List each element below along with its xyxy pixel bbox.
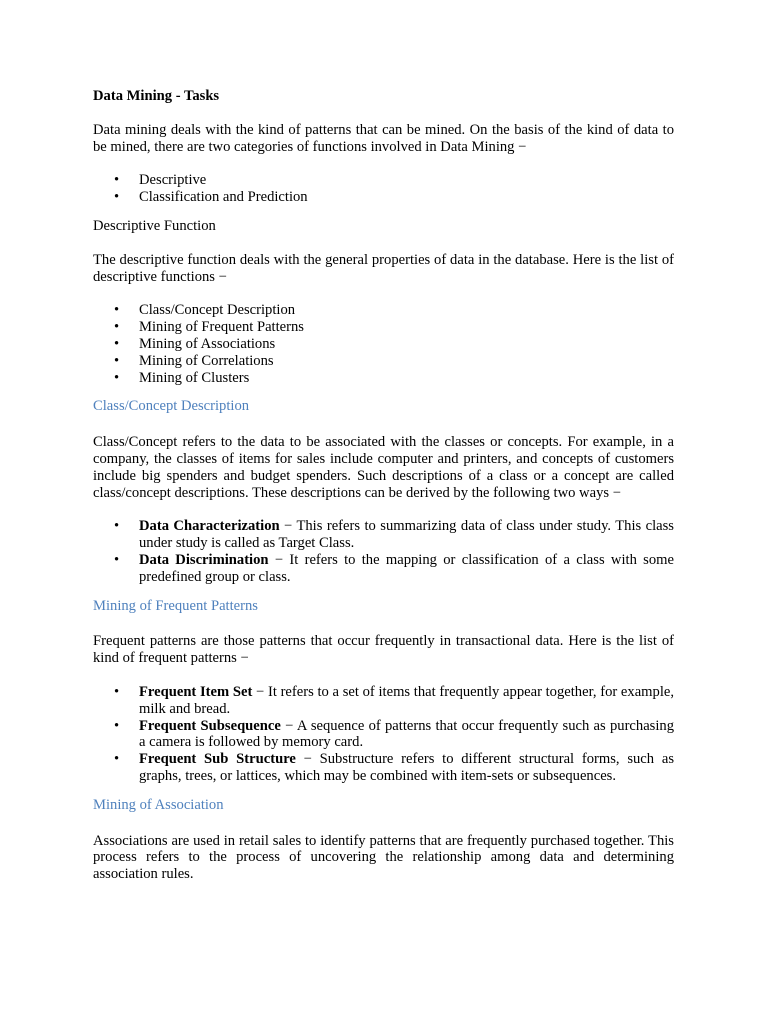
list-item: • Descriptive: [114, 172, 207, 189]
list-item: • Mining of Frequent Patterns: [114, 319, 304, 336]
descriptive-heading: Descriptive Function: [93, 217, 216, 234]
frequent-patterns-paragraph: Frequent patterns are those patterns that occur frequently in transactional data. Here is the list of kind of frequent patterns −: [93, 633, 674, 667]
list-item: • Classification and Prediction: [114, 189, 308, 206]
list-item: • Data Discrimination − It refers to the mapping or classification of a class with some predefined group or class.: [114, 551, 674, 585]
descriptive-functions-list: [93, 302, 674, 386]
list-item: • Mining of Associations: [114, 335, 276, 352]
association-heading: Mining of Association: [93, 796, 224, 813]
page-title: Data Mining - Tasks: [93, 88, 220, 104]
frequent-patterns-heading: Mining of Frequent Patterns: [93, 597, 258, 614]
descriptive-paragraph: The descriptive function deals with the general properties of data in the database. Here is the list of descriptive functions −: [93, 251, 674, 285]
list-item: • Frequent Item Set − It refers to a set of items that frequently appear together, for example, milk and bread.: [114, 683, 675, 717]
association-paragraph: Associations are used in retail sales to identify patterns that are frequently purchased together. This process refers to the process of uncovering the relationship among data and determining association rules.: [93, 832, 674, 883]
intro-paragraph: Data mining deals with the kind of patterns that can be mined. On the basis of the kind of data to be mined, there are two categories of functions involved in Data Mining −: [93, 121, 674, 155]
class-concept-paragraph: Class/Concept refers to the data to be associated with the classes or concepts. For example, in a company, the classes of items for sales include computer and printers, and concepts of customers include big spenders and budget spenders. Such descriptions of a class or a concept are called class/concept descriptions. These descriptions can be derived by the following two ways −: [93, 434, 674, 501]
list-item: • Mining of Clusters: [114, 369, 250, 386]
list-item: • Frequent Subsequence − A sequence of patterns that occur frequently such as purchasing a camera is followed by memory card.: [114, 717, 675, 751]
list-item: • Mining of Correlations: [114, 352, 274, 369]
list-item: • Frequent Sub Structure − Substructure refers to different structural forms, such as graphs, trees, or lattices, which may be combined with item-sets or subsequences.: [114, 751, 674, 784]
document-body: [93, 88, 674, 900]
class-concept-heading: Class/Concept Description: [93, 398, 250, 415]
categories-list: [93, 172, 674, 206]
list-item: • Data Characterization − This refers to summarizing data of class under study. This class under study is called as Target Class.: [114, 518, 674, 552]
frequent-patterns-list: [93, 684, 674, 785]
list-item: • Class/Concept Description: [114, 302, 296, 319]
class-concept-list: [93, 518, 674, 585]
